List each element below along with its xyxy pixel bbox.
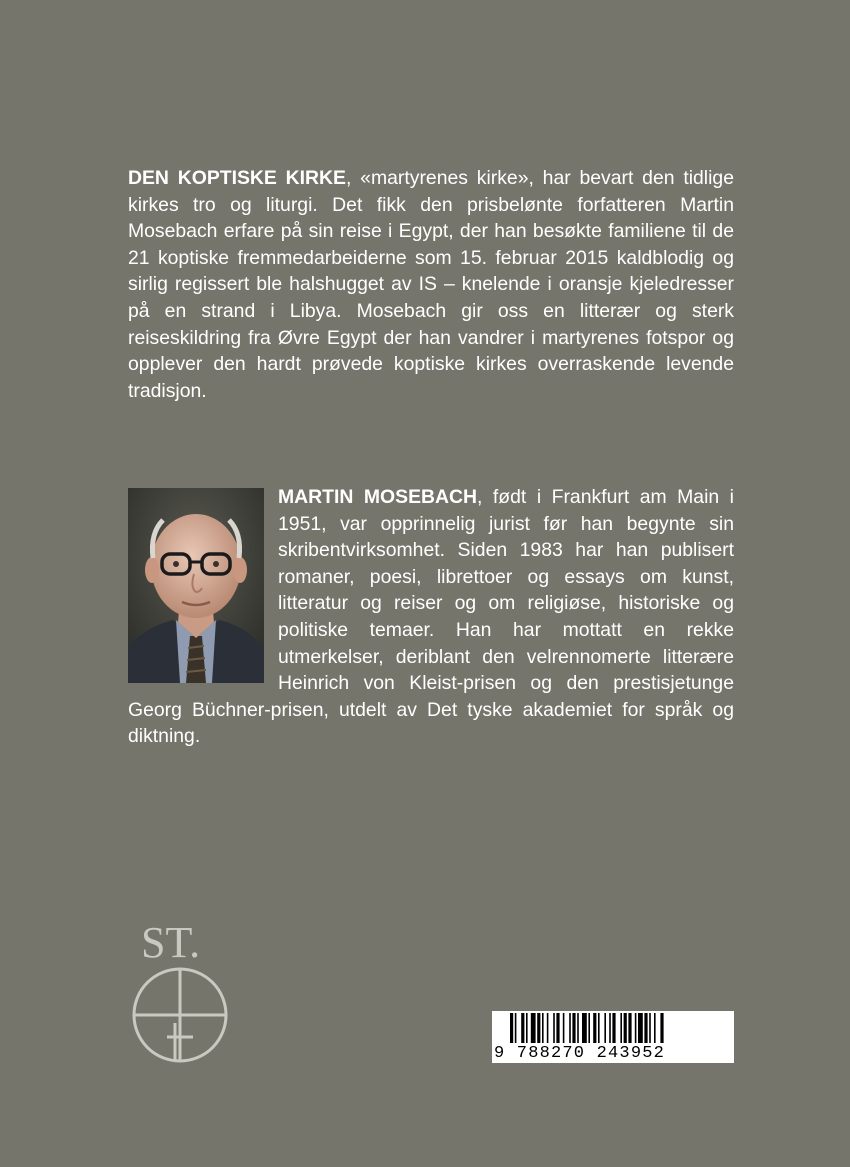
barcode-bar xyxy=(649,1013,651,1043)
barcode-bar xyxy=(609,1013,611,1043)
barcode-bar xyxy=(569,1013,571,1043)
author-bio xyxy=(128,484,734,750)
barcode-bar xyxy=(526,1013,528,1043)
barcode-bar xyxy=(547,1013,549,1043)
barcode-bar xyxy=(644,1013,647,1043)
barcode-bar xyxy=(635,1013,637,1043)
barcode-bar xyxy=(660,1013,663,1043)
barcode-bar xyxy=(531,1013,536,1043)
bio-lead: MARTIN MOSEBACH xyxy=(278,486,478,508)
barcode-bar xyxy=(638,1013,643,1043)
blurb-lead: DEN KOPTISKE KIRKE xyxy=(128,167,346,189)
barcode-bar xyxy=(582,1013,587,1043)
photo-spacer xyxy=(128,484,278,694)
blurb-text: , «martyrenes kirke», har bevart den tidlige kirkes tro og liturgi. Det fikk den prisbelønte forfatteren Martin Mosebach erfare på sin reise i Egypt, der han besøkte familiene til de 21 koptiske fremmedarbeiderne som 15. februar 2015 kaldblodig og sirlig regissert ble halshugget av IS – knelende i oransje kjeledresser på en strand i Libya. Mosebach gir oss en litterær og sterk reiseskildring fra Øvre Egypt der han vandrer i martyrenes fotspor og opplever den hardt prøvede koptiske kirkes overraskende levende tradisjon. xyxy=(128,167,734,402)
bio-text: , født i Frankfurt am Main i 1951, var opprinnelig jurist før han begynte sin skribentvirksomhet. Siden 1983 har han publisert romaner, poesi, librettoer og essays om kunst, litteratur og reiser og om religiøse, historiske og politiske temaer. Han har mottatt en rekke utmerkelser, deriblant den velrennomerte litterære Heinrich von Kleist-prisen og den prestisjetunge Georg Büchner-prisen, utdelt av Det tyske akademiet for språk og diktning. xyxy=(128,486,734,748)
barcode-bar xyxy=(515,1013,517,1043)
barcode-bar xyxy=(604,1013,606,1043)
barcode-bar xyxy=(537,1013,540,1043)
barcode-bar xyxy=(556,1013,559,1043)
barcode-bar xyxy=(593,1013,596,1043)
barcode-bar xyxy=(624,1013,627,1043)
isbn-barcode xyxy=(492,1011,734,1063)
barcode-bar xyxy=(542,1013,544,1043)
barcode-bar xyxy=(620,1013,622,1043)
barcode-bar xyxy=(572,1013,575,1043)
logo-letters: ST. xyxy=(141,918,201,967)
barcode-bar xyxy=(510,1013,513,1043)
barcode-bar xyxy=(588,1013,590,1043)
barcode-bar xyxy=(577,1013,579,1043)
cover-blurb xyxy=(128,165,734,404)
barcode-bar xyxy=(521,1013,524,1043)
barcode-bar xyxy=(612,1013,615,1043)
publisher-logo xyxy=(125,915,240,1065)
barcode-bar xyxy=(553,1013,555,1043)
barcode-bar xyxy=(628,1013,631,1043)
barcode-bar xyxy=(598,1013,600,1043)
barcode-bar xyxy=(654,1013,656,1043)
barcode-bar xyxy=(563,1013,565,1043)
isbn-digits: 9 788270 243952 xyxy=(494,1044,666,1063)
